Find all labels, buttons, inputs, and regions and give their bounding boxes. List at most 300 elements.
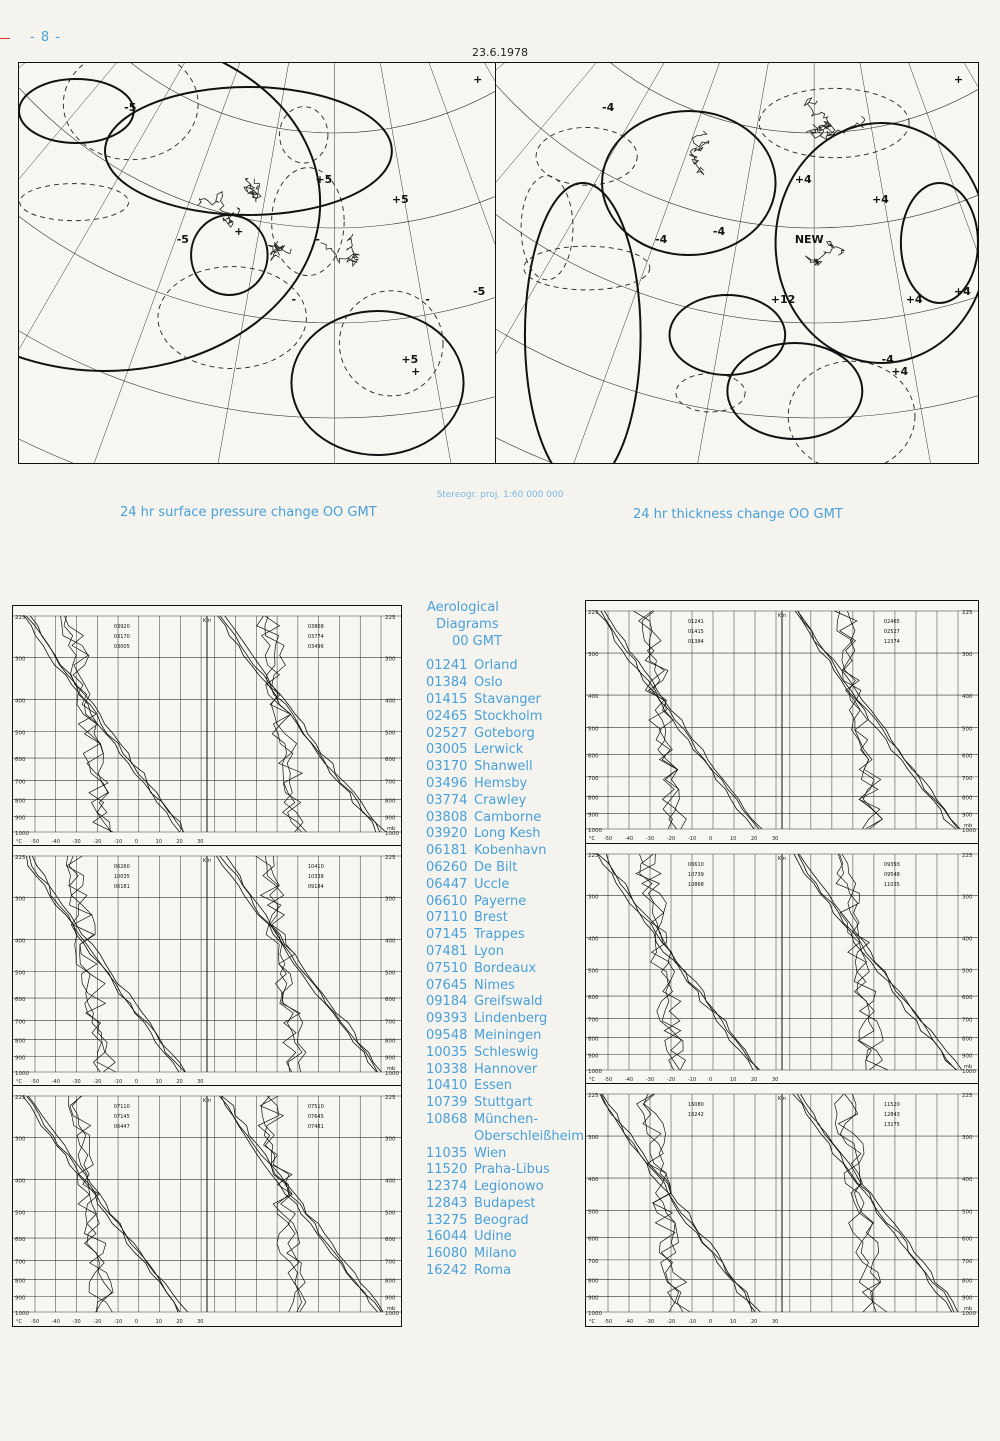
isobar-label-left: 500 [15,730,26,737]
temp-tick-label: -10 [688,1077,697,1083]
km-label: Km [203,618,212,624]
page-margin-mark [0,38,10,39]
station-name: Udine [474,1229,512,1245]
station-name: Hemsby [474,775,528,791]
station-row [426,877,586,894]
isobar-label-right: 225 [385,615,396,621]
station-code-label: 06260 [113,864,130,870]
temp-tick-label: -40 [625,836,634,842]
isobar-label-right: 500 [962,1209,973,1216]
isobar-label-left: 225 [588,610,599,616]
mb-unit-label: mb [964,1064,973,1070]
latitude-line [496,63,978,228]
station-code: 07145 [426,927,468,943]
isobar-label-left: 800 [588,1036,599,1043]
station-row [426,1129,586,1146]
aerological-panel-5 [12,1085,402,1327]
isoline-label: -4 [881,353,894,366]
temp-tick-label: -30 [646,1319,655,1325]
mb-unit-label: mb [387,826,396,832]
station-name: Stavanger [474,691,541,707]
meridian-line [376,63,497,463]
temp-tick-label: -40 [51,839,60,845]
station-code: 06181 [426,843,468,859]
station-name: Meiningen [474,1027,542,1043]
temp-tick-label: 30 [772,1319,779,1325]
station-row [426,1011,586,1028]
km-label: Km [778,613,787,619]
temp-tick-label: -50 [604,1319,613,1325]
isoline-label: - [425,293,430,306]
isobar-label-right: 1000 [385,1071,399,1077]
station-code: 16080 [426,1246,468,1262]
isoline-label: -5 [473,285,486,298]
isobar-label-right: 1000 [385,831,399,837]
isobar-label-right: 500 [962,726,973,733]
station-row [426,1062,586,1079]
isobar-label-right: 800 [962,1278,973,1285]
isobar-label-right: 225 [962,1093,973,1099]
station-name: Bordeaux [474,960,537,976]
station-row [426,810,586,827]
temp-tick-label: 0 [709,836,713,842]
station-row [426,826,586,843]
station-code-label: 06447 [113,1124,130,1130]
station-code-label: 01384 [687,639,704,645]
temp-tick-label: 10 [155,1079,162,1085]
isobar-label-left: 1000 [15,1311,29,1317]
isobar-label-left: 500 [588,1209,599,1216]
station-row [426,860,586,877]
celsius-unit-label: °C [589,1319,595,1325]
dashed-isoline [676,374,745,413]
isobar-label-left: 800 [588,1278,599,1285]
station-code: 02465 [426,708,468,724]
station-code: 06447 [426,876,468,892]
station-name: Long Kesh [474,826,541,842]
station-code-label: 10410 [307,864,324,870]
isobar-label-right: 800 [962,795,973,802]
km-label: Km [203,1098,212,1104]
station-code: 07481 [426,943,468,959]
isobar-label-right: 225 [962,610,973,616]
isobar-label-left: 700 [15,1019,26,1026]
temp-tick-label: -10 [688,836,697,842]
isoline-label: -5 [176,233,189,246]
station-code: 09393 [426,1011,468,1027]
station-code: 16044 [426,1229,468,1245]
station-name: Goteborg [474,725,535,741]
isobar-label-left: 900 [15,1295,26,1302]
temp-tick-label: -20 [667,1319,676,1325]
isobar-label-right: 225 [962,853,973,859]
dashed-isoline [158,267,306,369]
meridian-line [906,63,978,463]
isoline-label: + [234,225,244,238]
temp-tick-label: -50 [604,1077,613,1083]
station-name: Wien [474,1145,507,1161]
station-code: 03496 [426,775,468,791]
isobar-label-left: 1000 [15,1071,29,1077]
bold-isoline [602,111,776,255]
left-map-caption: 24 hr surface pressure change OO GMT [120,505,377,520]
isobar-label-left: 225 [15,855,26,861]
station-code-label: 02527 [883,629,900,635]
isobar-label-left: 900 [15,1055,26,1062]
station-row [426,1229,586,1246]
km-label: Km [778,856,787,862]
temp-tick-label: 0 [134,1319,138,1325]
station-code-label: 10035 [113,874,130,880]
bold-isoline [525,183,641,463]
station-code-label: 10338 [307,874,324,880]
isobar-label-right: 600 [962,753,973,760]
isobar-label-right: 300 [385,656,396,663]
station-row [426,994,586,1011]
isobar-label-right: 300 [385,896,396,903]
isobar-label-left: 225 [15,615,26,621]
station-row [426,1078,586,1095]
isobar-label-left: 900 [588,1053,599,1060]
station-name: Uccle [474,876,510,892]
temp-tick-label: -40 [51,1319,60,1325]
station-code-label: 01415 [687,629,704,635]
station-name: Brest [474,910,508,926]
station-row [426,927,586,944]
isoline-label: +5 [391,193,409,206]
aerological-diagram-3 [13,846,401,1086]
station-code: 02527 [426,725,468,741]
legend-title-line-1: Aerological [427,600,499,615]
aerological-panel-3 [12,845,402,1087]
isobar-label-left: 700 [588,1258,599,1265]
temp-tick-label: 30 [197,1319,204,1325]
isoline-label: +4 [871,193,889,206]
meridian-line [891,63,978,463]
page-number: - 8 - [30,30,61,45]
station-row [426,759,586,776]
station-name: Roma [474,1263,512,1279]
station-name: Budapest [474,1195,536,1211]
isobar-label-left: 600 [588,995,599,1002]
station-name: Lerwick [474,742,524,758]
station-code-label: 03005 [113,644,130,650]
station-name: Beograd [474,1212,529,1228]
isoline-label: +4 [794,173,812,186]
station-code: 10739 [426,1095,468,1111]
meridian-line [391,63,497,463]
dashed-isoline [339,291,443,396]
temp-tick-label: -10 [114,1079,123,1085]
celsius-unit-label: °C [16,1319,22,1325]
station-name: Essen [474,1078,512,1094]
temp-tick-label: 0 [134,839,138,845]
temp-tick-label: -50 [31,1319,40,1325]
temp-tick-label: -40 [625,1319,634,1325]
isobar-label-right: 1000 [962,1311,976,1317]
station-code: 03808 [426,809,468,825]
latitude-line [19,63,497,463]
latitude-line [496,63,978,323]
bold-isoline [19,63,320,371]
station-name: Camborne [474,809,542,825]
station-code-label: 03920 [113,624,130,630]
station-name: Trappes [474,927,525,943]
right-map-caption: 24 hr thickness change OO GMT [633,507,843,522]
aerological-diagram-2 [586,601,978,843]
mb-unit-label: mb [387,1306,396,1312]
station-row [426,894,586,911]
meridian-line [835,63,978,463]
isobar-label-left: 1000 [15,831,29,837]
isobar-label-left: 900 [588,1295,599,1302]
temp-tick-label: -50 [31,839,40,845]
station-code-label: 07510 [307,1104,324,1110]
temp-tick-label: 20 [751,1319,758,1325]
station-name: De Bilt [474,859,518,875]
isobar-label-left: 900 [15,815,26,822]
isobar-label-left: 500 [588,726,599,733]
temp-tick-label: 30 [772,1077,779,1083]
station-name: Oberschleißheim [474,1128,584,1144]
station-row [426,944,586,961]
station-code: 07645 [426,977,468,993]
isobar-label-right: 700 [385,1019,396,1026]
isobar-label-left: 300 [15,1136,26,1143]
celsius-unit-label: °C [16,1079,22,1085]
aerological-legend [426,600,586,1280]
station-code: 13275 [426,1212,468,1228]
isoline-label: +4 [891,365,909,378]
isobar-label-left: 900 [588,812,599,819]
station-code-label: 12374 [883,639,900,645]
isobar-label-left: 300 [588,652,599,659]
isobar-label-left: 225 [15,1095,26,1101]
isobar-label-right: 900 [385,1295,396,1302]
temp-tick-label: 0 [709,1319,713,1325]
coastline [321,234,360,266]
station-name: Stuttgart [474,1095,533,1111]
isobar-label-left: 225 [588,853,599,859]
isobar-label-left: 800 [15,1038,26,1045]
isoline-label: -4 [712,225,726,238]
temp-tick-label: -10 [114,1319,123,1325]
station-name: Payerne [474,893,527,909]
station-name: Lyon [474,943,504,959]
station-code: 10338 [426,1061,468,1077]
station-name: Nimes [474,977,515,993]
isobar-label-right: 225 [385,855,396,861]
isobar-label-right: 700 [385,1259,396,1266]
station-name: Milano [474,1246,517,1262]
temp-tick-label: -10 [114,839,123,845]
station-code: 06610 [426,893,468,909]
station-row [426,1179,586,1196]
isobar-label-right: 300 [962,1135,973,1142]
isobar-label-right: 300 [962,894,973,901]
station-code: 01384 [426,675,468,691]
station-row [426,658,586,675]
isobar-label-right: 400 [962,936,973,943]
isobar-label-left: 700 [15,1259,26,1266]
km-label: Km [203,858,212,864]
temp-tick-label: -40 [625,1077,634,1083]
bold-isoline [191,215,267,295]
isobar-label-right: 1000 [385,1311,399,1317]
temp-tick-label: 10 [155,839,162,845]
isoline-label: +12 [770,293,796,306]
station-code-label: 09393 [883,862,900,868]
temp-tick-label: 20 [751,1077,758,1083]
station-code: 01241 [426,658,468,674]
isobar-label-right: 700 [962,1017,973,1024]
mb-unit-label: mb [964,823,973,829]
aerological-panel-1 [12,605,402,847]
temp-tick-label: -20 [93,1319,102,1325]
station-code: 10035 [426,1044,468,1060]
page-date: 23.6.1978 [472,46,528,59]
isoline-label: NEW [794,233,824,246]
station-row [426,1095,586,1112]
thickness-change-map [495,62,979,464]
temp-tick-label: -50 [31,1079,40,1085]
aerological-panel-4 [585,843,979,1085]
isobar-label-right: 900 [962,1053,973,1060]
temp-tick-label: 10 [730,836,737,842]
isoline-label: + [410,365,421,378]
isobar-label-right: 1000 [962,828,976,834]
station-code-label: 16242 [687,1112,704,1118]
station-code-label: 07145 [113,1114,130,1120]
celsius-unit-label: °C [16,839,22,845]
coastline [244,179,261,203]
map-projection-note: Stereogr. proj. 1:60 000 000 [436,490,564,500]
station-row [426,910,586,927]
station-row [426,776,586,793]
isoline-label: - [291,293,297,306]
station-code-label: 01241 [687,619,704,625]
station-code: 10410 [426,1078,468,1094]
station-name: Hannover [474,1061,538,1077]
aerological-diagram-5 [13,1086,401,1326]
coastline [804,98,835,138]
isobar-label-right: 1000 [962,1069,976,1075]
bold-isoline [727,343,862,439]
isobar-label-left: 400 [15,1178,26,1185]
isobar-label-right: 300 [962,652,973,659]
meridian-line [19,63,293,463]
station-name: München- [474,1111,539,1127]
station-code-label: 09184 [307,884,324,890]
station-name: Praha-Libus [474,1162,550,1178]
isobar-label-right: 800 [385,798,396,805]
station-code: 10868 [426,1111,468,1127]
station-row [426,978,586,995]
isobar-label-left: 800 [588,795,599,802]
isobar-label-left: 600 [15,997,26,1004]
station-code: 11520 [426,1162,468,1178]
mb-unit-label: mb [964,1306,973,1312]
isobar-label-left: 600 [588,1236,599,1243]
station-code-label: 03808 [307,624,324,630]
station-code: 07510 [426,960,468,976]
station-row [426,675,586,692]
isobar-label-right: 900 [385,815,396,822]
coastline [198,192,240,227]
station-name: Legionowo [474,1179,544,1195]
station-row [426,793,586,810]
station-code: 01415 [426,691,468,707]
isobar-label-right: 600 [385,757,396,764]
meridian-line [927,63,978,179]
temp-tick-label: 20 [176,1079,183,1085]
isoline-label: +5 [315,173,333,186]
station-name: Crawley [474,792,527,808]
station-row [426,1213,586,1230]
surface-pressure-change-map [18,62,498,464]
station-name: Shanwell [474,759,533,775]
station-name: Oslo [474,675,503,691]
temp-tick-label: -10 [688,1319,697,1325]
bold-isoline [105,87,392,215]
isobar-label-right: 400 [385,938,396,945]
station-code: 11035 [426,1145,468,1161]
isobar-label-right: 600 [962,1236,973,1243]
station-name: Schleswig [474,1044,539,1060]
isobar-label-left: 1000 [588,828,602,834]
temp-tick-label: -20 [667,1077,676,1083]
dashed-isoline [280,107,328,163]
isoline-label: +4 [905,293,923,306]
station-code-label: 11035 [883,882,900,888]
station-code-label: 03774 [307,634,324,640]
station-code: 03170 [426,759,468,775]
isobar-label-left: 1000 [588,1311,602,1317]
station-code-label: 03170 [113,634,130,640]
temp-tick-label: -30 [646,836,655,842]
temp-tick-label: -30 [72,839,81,845]
isobar-label-right: 500 [385,1210,396,1217]
station-row [426,1263,586,1280]
station-row [426,1162,586,1179]
temp-tick-label: -20 [93,839,102,845]
meridian-line [412,63,497,463]
latitude-line [19,63,497,133]
temp-tick-label: -30 [72,1079,81,1085]
isobar-label-left: 300 [15,896,26,903]
dashed-isoline [20,184,129,221]
aerological-panel-6 [585,1083,979,1327]
isobar-label-right: 225 [385,1095,396,1101]
isoline-label: -4 [602,101,615,114]
isobar-label-left: 300 [588,894,599,901]
isobar-label-right: 400 [385,1178,396,1185]
station-code: 09548 [426,1027,468,1043]
station-code-label: 16080 [687,1102,704,1108]
isobar-label-right: 800 [385,1038,396,1045]
meridian-line [143,63,313,463]
station-code: 12843 [426,1195,468,1211]
temp-tick-label: -20 [93,1079,102,1085]
isobar-label-right: 700 [962,1258,973,1265]
station-code-label: 02465 [883,619,900,625]
station-row [426,1246,586,1263]
station-code-label: 10739 [687,872,704,878]
bold-isoline [291,311,463,455]
temp-tick-label: 0 [709,1077,713,1083]
thickness-map-svg [496,63,978,463]
isobar-label-right: 700 [385,779,396,786]
